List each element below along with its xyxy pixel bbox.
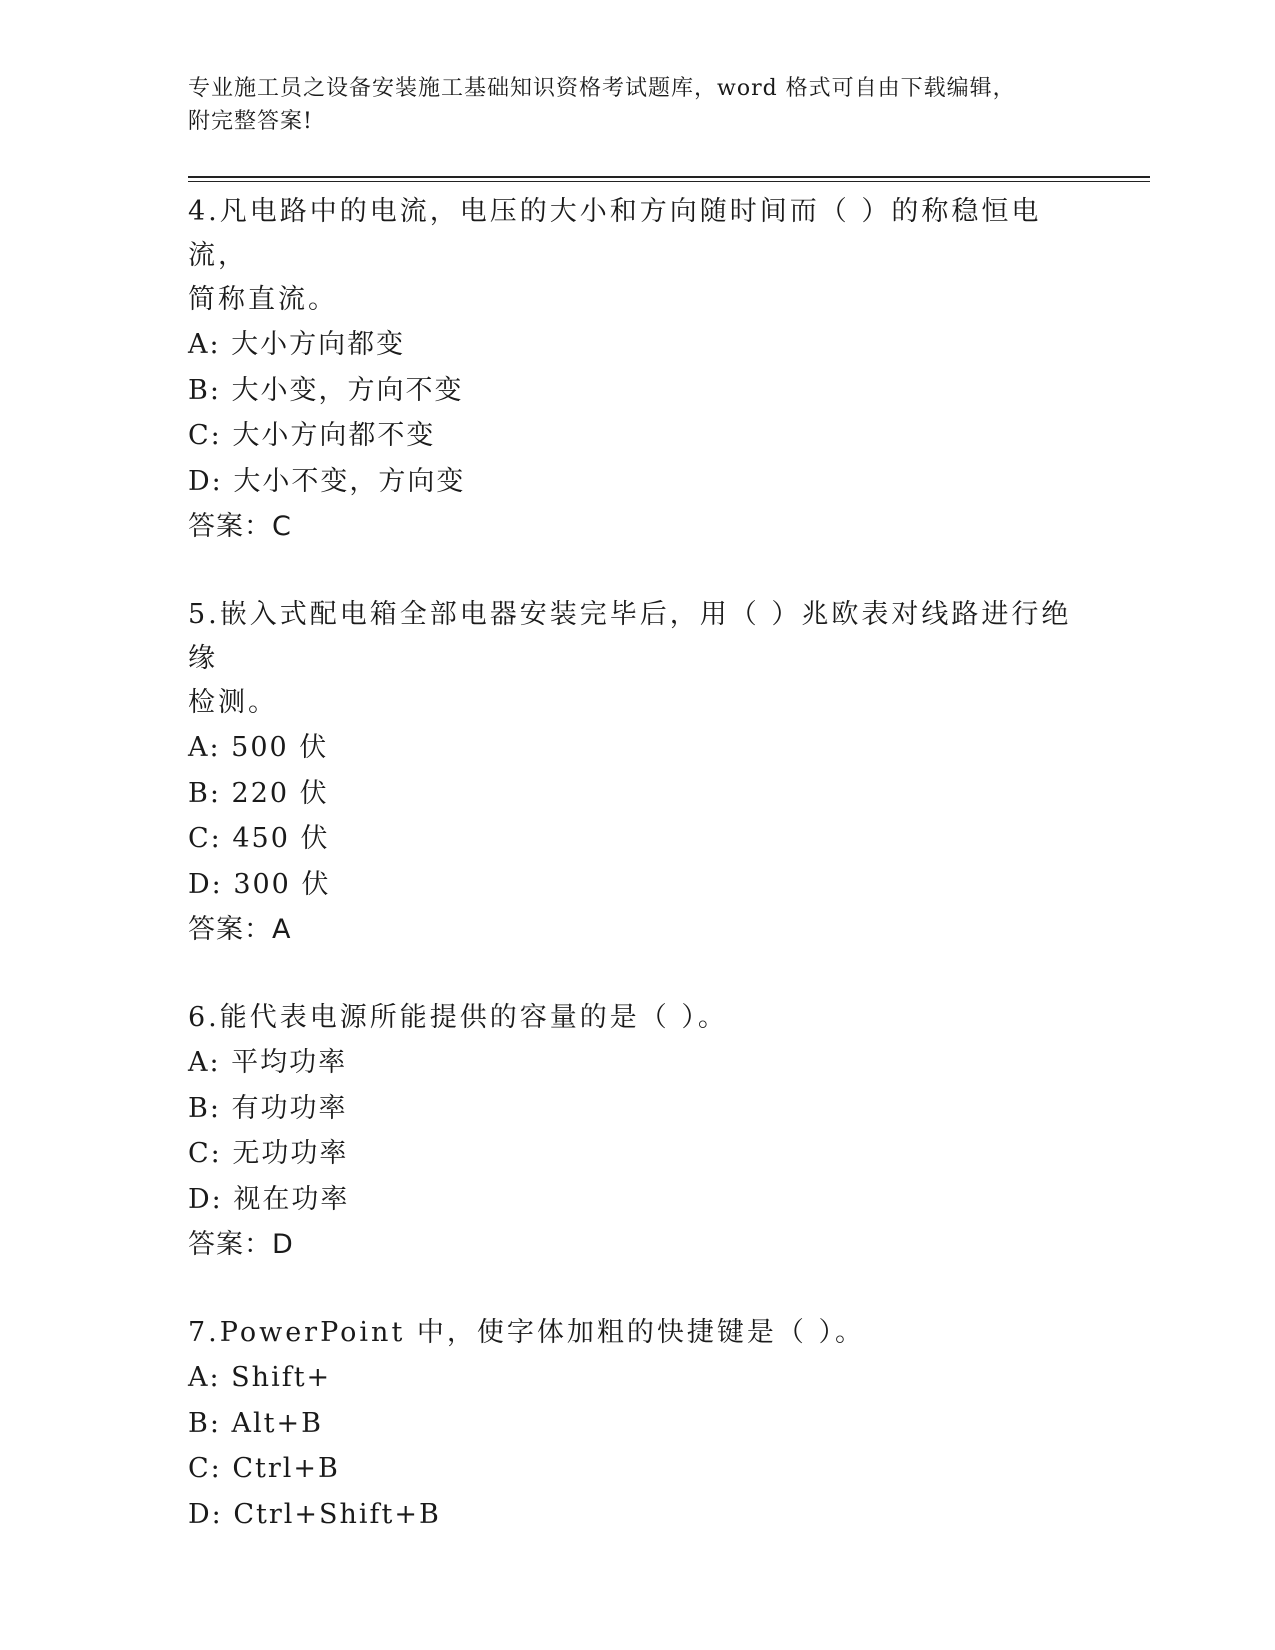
question-number: 7. — [188, 1317, 220, 1348]
question-stem: 嵌入式配电箱全部电器安装完毕后，用（ ）兆欧表对线路进行绝缘 — [188, 599, 1072, 674]
question-text-continued: 简称直流。 — [188, 284, 338, 315]
question-item — [188, 593, 1088, 952]
question-list — [188, 190, 1088, 1581]
question-text — [188, 190, 1088, 278]
question-number: 4. — [188, 196, 220, 227]
option-a: A: 大小方向都变 — [188, 329, 406, 360]
option-d: D: Ctrl+Shift+B — [188, 1498, 441, 1530]
option-c: C: Ctrl+B — [188, 1453, 340, 1484]
question-text — [188, 593, 1088, 681]
header-line-2: 附完整答案! — [188, 109, 313, 134]
question-stem: 凡电路中的电流，电压的大小和方向随时间而（ ）的称稳恒电流， — [188, 196, 1042, 271]
option-a: A: Shift+ — [188, 1362, 332, 1393]
option-a: A: 平均功率 — [188, 1047, 348, 1078]
option-a: A: 500 伏 — [188, 732, 329, 763]
option-b: B: 220 伏 — [188, 777, 329, 809]
option-d: D: 视在功率 — [188, 1183, 350, 1215]
option-b: B: 大小变，方向不变 — [188, 374, 464, 406]
question-text-continued: 检测。 — [188, 687, 278, 718]
option-b: B: 有功功率 — [188, 1092, 348, 1124]
question-number: 5. — [188, 599, 220, 630]
answer-line: 答案：D — [188, 1229, 294, 1260]
question-stem: 能代表电源所能提供的容量的是（ ）。 — [219, 1002, 728, 1033]
header-line-1: 专业施工员之设备安装施工基础知识资格考试题库，word 格式可自由下载编辑， — [188, 76, 1016, 101]
document-header — [188, 72, 1088, 138]
option-d: D: 大小不变，方向变 — [188, 465, 466, 497]
answer-line: 答案：A — [188, 914, 292, 945]
question-item — [188, 190, 1088, 549]
option-c: C: 无功功率 — [188, 1138, 349, 1169]
question-item — [188, 996, 1088, 1267]
question-text — [188, 996, 1088, 1040]
question-text — [188, 1311, 1088, 1355]
question-stem: PowerPoint 中，使字体加粗的快捷键是（ ）。 — [219, 1317, 865, 1348]
answer-line: 答案：C — [188, 511, 292, 542]
header-divider-thick — [188, 176, 1150, 178]
option-b: B: Alt+B — [188, 1407, 323, 1439]
option-c: C: 大小方向都不变 — [188, 420, 436, 451]
header-divider-thin — [188, 181, 1150, 182]
question-item — [188, 1311, 1088, 1537]
question-number: 6. — [188, 1002, 220, 1033]
option-d: D: 300 伏 — [188, 868, 331, 900]
option-c: C: 450 伏 — [188, 823, 330, 854]
